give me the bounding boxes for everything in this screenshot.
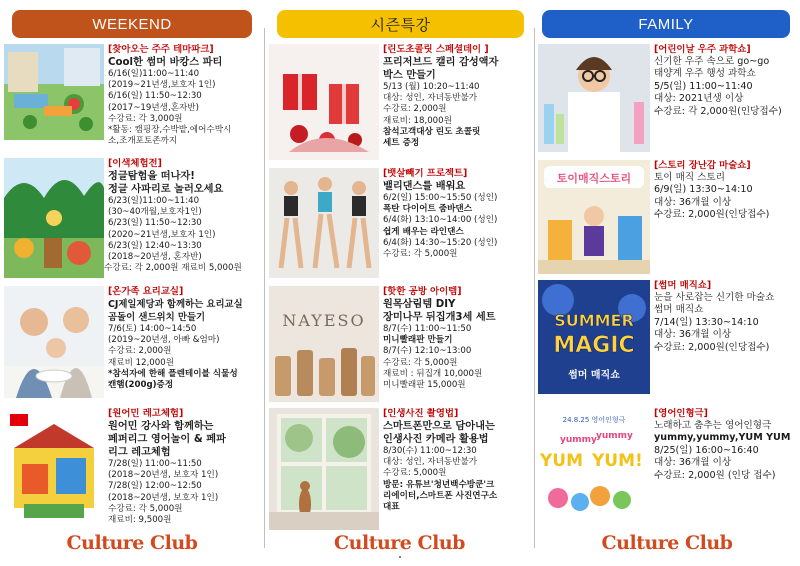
entry-line: 6/23(일)11:00~11:40 <box>108 196 200 206</box>
entry-line: 재료비 : 뒤집개 10,000원 <box>383 368 483 379</box>
entry-line: (2018~20년생, 보호자 1인) <box>108 492 219 503</box>
entry-line: 7/6(토) 14:00~14:50 <box>108 324 197 334</box>
entry-line: (2018~20년생, 혼자반) <box>108 252 202 263</box>
entry-category: [린도초콜릿 스페셜데이 ] <box>383 44 489 55</box>
entry-title: CJ제일제당과 함께하는 요리교실 <box>108 299 243 310</box>
chocolate-gift-photo <box>269 44 379 160</box>
jungle-safari-photo <box>4 158 104 278</box>
entry-title: 노래하고 춤추는 영어인형극 <box>654 420 772 431</box>
entry-line: 8/25(일) 16:00~16:40 <box>654 444 759 456</box>
summer-magic-kr-text: 썸머 매직쇼 <box>568 370 620 381</box>
entry-text <box>379 408 530 532</box>
entry-title: 썸머 매직쇼 <box>654 304 704 316</box>
entry-title: 장미나무 뒤집개3세 세트 <box>383 312 496 323</box>
column-divider <box>264 28 265 548</box>
entry-title: 박스 만들기 <box>383 70 436 81</box>
entry-text <box>104 158 260 282</box>
entry-line: 수강료: 2,000원 <box>108 346 172 357</box>
page-dot <box>399 556 401 558</box>
toy-magic-photo <box>538 160 650 274</box>
entry-line: (2020~21년생,보호자 1인) <box>108 229 216 240</box>
entry-title: 태양계 우주 행성 과학쇼 <box>654 68 756 80</box>
entry-text <box>379 44 530 164</box>
entry-line: 수강료: 각 5,000원 <box>383 357 458 368</box>
column-divider <box>534 28 535 548</box>
entry-title: 원어민 강사와 함께하는 <box>108 421 214 432</box>
program-entry[interactable] <box>4 286 260 404</box>
entry-text <box>104 286 260 404</box>
entry-line: 대상: 성인, 자녀동반불가 <box>383 457 478 468</box>
entry-line: 대상: 36개월 이상 <box>654 457 732 469</box>
entry-line: 대상: 2021년생 이상 <box>654 93 744 105</box>
entry-line: 대상: 36개월 이상 <box>654 329 732 341</box>
entry-category: [온가족 요리교실] <box>108 286 184 297</box>
yummy-text: yummy <box>596 431 633 441</box>
dance-class-photo <box>269 168 379 278</box>
entry-line: 미니빨래판 15,000원 <box>383 380 466 391</box>
entry-title: 곰돌이 샌드위치 만들기 <box>108 312 206 323</box>
program-entry[interactable] <box>4 44 260 156</box>
entry-category: [뱃살빼기 프로젝트] <box>383 168 468 179</box>
program-entry[interactable] <box>538 44 796 154</box>
entry-line: 대상: 36개월 이상 <box>654 196 732 208</box>
entry-line: 6/23(일) 11:50~12:30 <box>108 218 202 229</box>
magic-text: MAGIC <box>553 333 635 358</box>
entry-title: 눈을 사로잡는 신기한 마술쇼 <box>654 292 775 303</box>
entry-line: 7/14(일) 13:30~14:10 <box>654 316 759 328</box>
weekend-column <box>4 10 260 566</box>
entry-line: 7/28(일) 11:00~11:50 <box>108 459 202 469</box>
entry-line: 8/7(수) 12:10~13:00 <box>383 346 472 357</box>
entry-note: 방문: 유튜브'청년백수방쿤'크 <box>383 479 495 490</box>
entry-text <box>379 286 530 406</box>
entry-note: 세트 증정 <box>383 138 420 149</box>
entry-line: (2018~20년생, 보호자 1인) <box>108 470 219 481</box>
entry-line: 6/16(일)11:00~11:40 <box>108 69 200 79</box>
entry-text <box>650 280 796 396</box>
culture-club-logo: Culture Club <box>334 532 465 554</box>
entry-line: 수강료: 각 5,000원 <box>108 503 183 514</box>
lego-photo <box>4 408 104 528</box>
entry-subtitle: 쉽게 배우는 라인댄스 <box>383 226 464 237</box>
entry-line: (2017~19년생,혼자반) <box>108 102 199 113</box>
entry-line: 5/5(일) 11:00~11:40 <box>654 80 753 92</box>
entry-line: (2019~20년생, 아빠 &엄마) <box>108 335 220 346</box>
entry-line: 재료비 12,000원 <box>108 357 175 368</box>
entry-title: 리그 레고체험 <box>108 447 171 458</box>
program-entry[interactable] <box>269 286 530 406</box>
summer-text: SUMMER <box>554 311 634 330</box>
entry-line: 폭탄 다이어트 줌바댄스 <box>383 204 472 215</box>
entry-note: 캔햄(200g)증정 <box>108 380 174 391</box>
entry-line: 6/4(화) 13:10~14:00 (성인) <box>383 215 498 226</box>
entry-line: 7/28(일) 12:00~12:50 <box>108 481 202 492</box>
yummy-puppet-poster <box>538 408 650 518</box>
entry-title: 스마트폰만으로 담아내는 <box>383 421 495 432</box>
entry-line: (30~40개월,보호자1인) <box>108 207 202 218</box>
entry-note: 참석고객대상 린도 초콜릿 <box>383 126 481 137</box>
entry-line: 수강료: 5,000원 <box>383 468 447 479</box>
entry-line: 미니빨래판 만들기 <box>383 335 453 346</box>
toy-magic-title: 토이매직스토리 <box>556 172 632 185</box>
entry-title: 정글탐험을 떠나자! <box>108 171 195 182</box>
entry-title: 프리저브드 캘리 감성액자 <box>383 57 499 68</box>
entry-category: [핫한 공방 아이템] <box>383 286 462 297</box>
entry-title: 인생사진 카메라 활용법 <box>383 434 489 445</box>
entry-line: 수강료: 각 2,000원(인당접수) <box>654 105 782 117</box>
entry-line: 대상: 성인, 자녀동반불가 <box>383 93 478 104</box>
entry-category: [이색체험전] <box>108 158 162 169</box>
theme-park-photo <box>4 44 104 140</box>
entry-title: 밸리댄스를 배워요 <box>383 181 466 192</box>
program-entry[interactable] <box>269 44 530 164</box>
program-entry[interactable] <box>4 158 260 282</box>
family-header: FAMILY <box>542 10 790 38</box>
entry-title: 페퍼리그 영어놀이 & 페파 <box>108 434 226 445</box>
entry-title: 원목삼림템 DIY <box>383 299 456 310</box>
entry-text <box>650 160 796 276</box>
yummy-text: yummy <box>560 435 597 445</box>
family-column <box>538 10 796 566</box>
entry-text <box>650 408 796 520</box>
entry-line: *활동: 캠핑장,수박밭,에어수박시 <box>108 125 232 136</box>
entry-line: 재료비: 9,500원 <box>108 515 172 526</box>
entry-text <box>379 168 530 280</box>
entry-line: 6/23(일) 12:40~13:30 <box>108 240 202 251</box>
entry-line: 8/7(수) 11:00~11:50 <box>383 324 472 334</box>
program-entry[interactable] <box>269 408 530 532</box>
program-entry[interactable] <box>4 408 260 532</box>
entry-line: 수강료: 각 5,000원 <box>383 249 458 260</box>
woodcraft-photo <box>269 286 379 402</box>
entry-line: 6/16(일) 11:50~12:30 <box>108 91 202 102</box>
entry-line: 수강료: 2,000원 (인당 접수) <box>654 469 776 481</box>
entry-text <box>650 44 796 154</box>
entry-note: 리에이터,스마트폰 사진연구소 <box>383 490 498 501</box>
entry-category: [어린이날 우주 과학쇼] <box>654 44 751 55</box>
nayeso-sign: NAYESO <box>282 311 366 330</box>
puppet-date-text: 24.8.25 영어인형극 <box>562 416 626 424</box>
entry-line: 수강료: 각 3,000원 <box>108 113 183 124</box>
summer-magic-poster <box>538 280 650 394</box>
entry-category: [인생사진 촬영법] <box>383 408 459 419</box>
entry-line: 수강료: 각 2,000원 재료비 5,000원 <box>104 263 242 274</box>
yum-text: YUM <box>540 451 584 471</box>
entry-category: [찾아오는 주주 테마파크] <box>108 44 214 55</box>
program-entry[interactable] <box>269 168 530 280</box>
entry-line: 소,조개포토존까지 <box>108 136 178 147</box>
entry-text <box>104 44 260 156</box>
entry-line: (2019~21년생,보호자 1인) <box>108 80 216 91</box>
culture-club-logo: Culture Club <box>601 532 733 554</box>
season-header: 시즌특강 <box>277 10 524 38</box>
weekend-header: WEEKEND <box>12 10 252 38</box>
entry-title: 신기한 우주 속으로 go~go <box>654 56 770 67</box>
entry-line: 6/4(화) 14:30~15:20 (성인) <box>383 237 498 248</box>
entry-line: 6/9(일) 13:30~14:10 <box>654 184 753 196</box>
science-show-photo <box>538 44 650 152</box>
entry-line: 8/30(수) 11:00~12:30 <box>383 446 477 456</box>
entry-category: [영어인형극] <box>654 408 708 419</box>
yum-text: YUM! <box>592 451 643 471</box>
program-entry[interactable] <box>538 280 796 396</box>
entry-line: 수강료: 2,000원(인당접수) <box>654 341 770 353</box>
program-entry[interactable] <box>538 160 796 276</box>
culture-club-logo: Culture Club <box>66 532 198 554</box>
entry-title: yummy,yummy,YUM YUM <box>654 432 791 444</box>
entry-line: 수강료: 2,000원 <box>383 104 447 115</box>
entry-line: 재료비: 18,000원 <box>383 115 452 126</box>
season-column <box>269 10 530 566</box>
entry-category: [스토리 장난감 마술쇼] <box>654 160 751 171</box>
entry-title: 토이 매직 스토리 <box>654 172 725 183</box>
entry-line: 수강료: 2,000원(인당접수) <box>654 209 770 221</box>
family-cooking-photo <box>4 286 104 398</box>
entry-line: 6/2(일) 15:00~15:50 (성인) <box>383 193 498 203</box>
entry-category: [원어민 레고체험] <box>108 408 184 419</box>
entry-title: 정글 사파리로 놀러오세요 <box>108 184 224 195</box>
entry-title: Cool한 썸머 바캉스 파티 <box>108 57 223 68</box>
entry-line: 5/13 (월) 10:20~11:40 <box>383 82 480 92</box>
entry-text <box>104 408 260 532</box>
window-cat-photo <box>269 408 379 530</box>
entry-note: *참석자에 한해 플렌테이블 식물성 <box>108 368 238 379</box>
entry-category: [썸머 매직쇼] <box>654 280 712 291</box>
entry-note: 대표 <box>383 502 400 513</box>
program-entry[interactable] <box>538 408 796 520</box>
